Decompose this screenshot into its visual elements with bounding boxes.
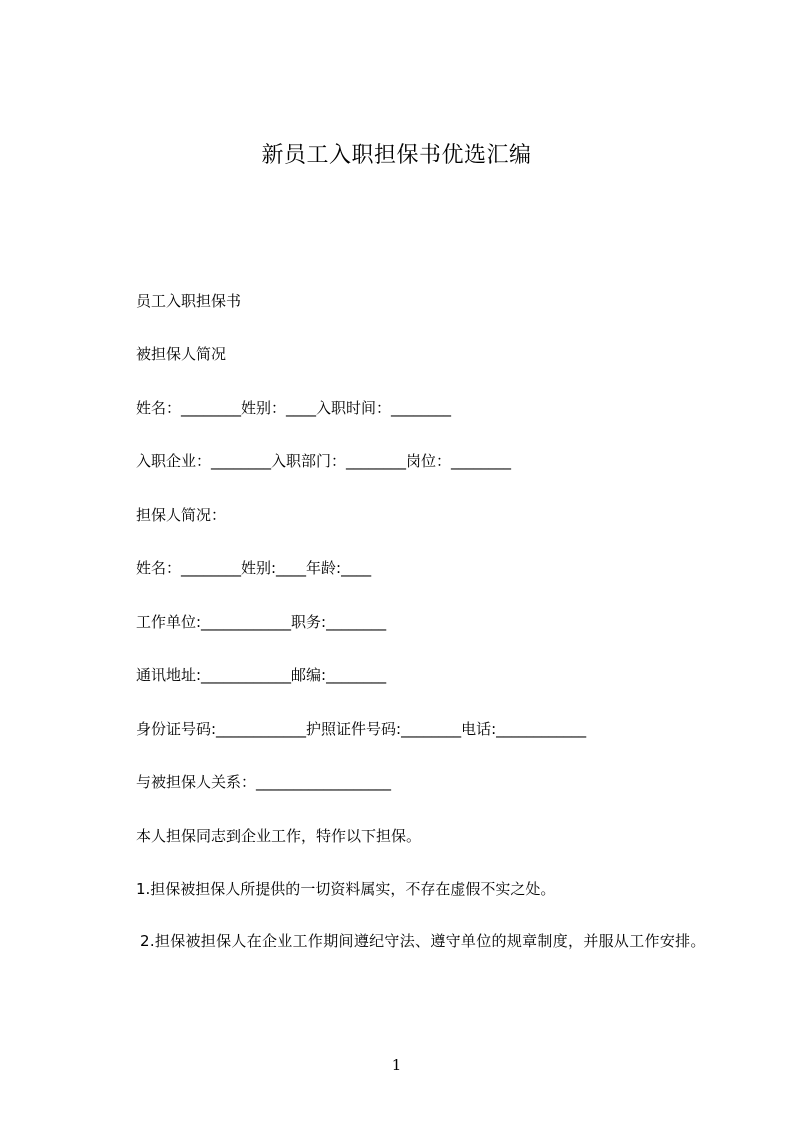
guarantee-statement: 本人担保同志到企业工作，特作以下担保。 xyxy=(136,827,422,845)
relationship-line: 与被担保人关系：__________________ xyxy=(136,773,392,791)
guaranteed-person-heading: 被担保人简况 xyxy=(136,345,227,363)
guaranteed-name-line: 姓名：________姓别：____入职时间：________ xyxy=(136,399,452,417)
page-number: 1 xyxy=(391,1056,402,1074)
guarantor-name-line: 姓名：________姓别:____年龄:____ xyxy=(136,559,372,577)
guarantor-id-line: 身份证号码:____________护照证件号码:________电话:____________ xyxy=(136,720,587,738)
guarantor-heading: 担保人简况： xyxy=(136,506,227,524)
section-heading: 员工入职担保书 xyxy=(136,292,242,310)
guarantee-clause-1: 1.担保被担保人所提供的一切资料属实，不存在虚假不实之处。 xyxy=(136,880,556,898)
guaranteed-company-line: 入职企业：________入职部门：________岗位：________ xyxy=(136,452,512,470)
guarantor-address-line: 通讯地址:____________邮编:________ xyxy=(136,666,387,684)
guarantor-workplace-line: 工作单位:____________职务:________ xyxy=(136,613,387,631)
guarantee-clause-2: 2.担保被担保人在企业工作期间遵纪守法、遵守单位的规章制度，并服从工作安排。 xyxy=(140,932,706,950)
document-title: 新员工入职担保书优选汇编 xyxy=(261,143,532,168)
